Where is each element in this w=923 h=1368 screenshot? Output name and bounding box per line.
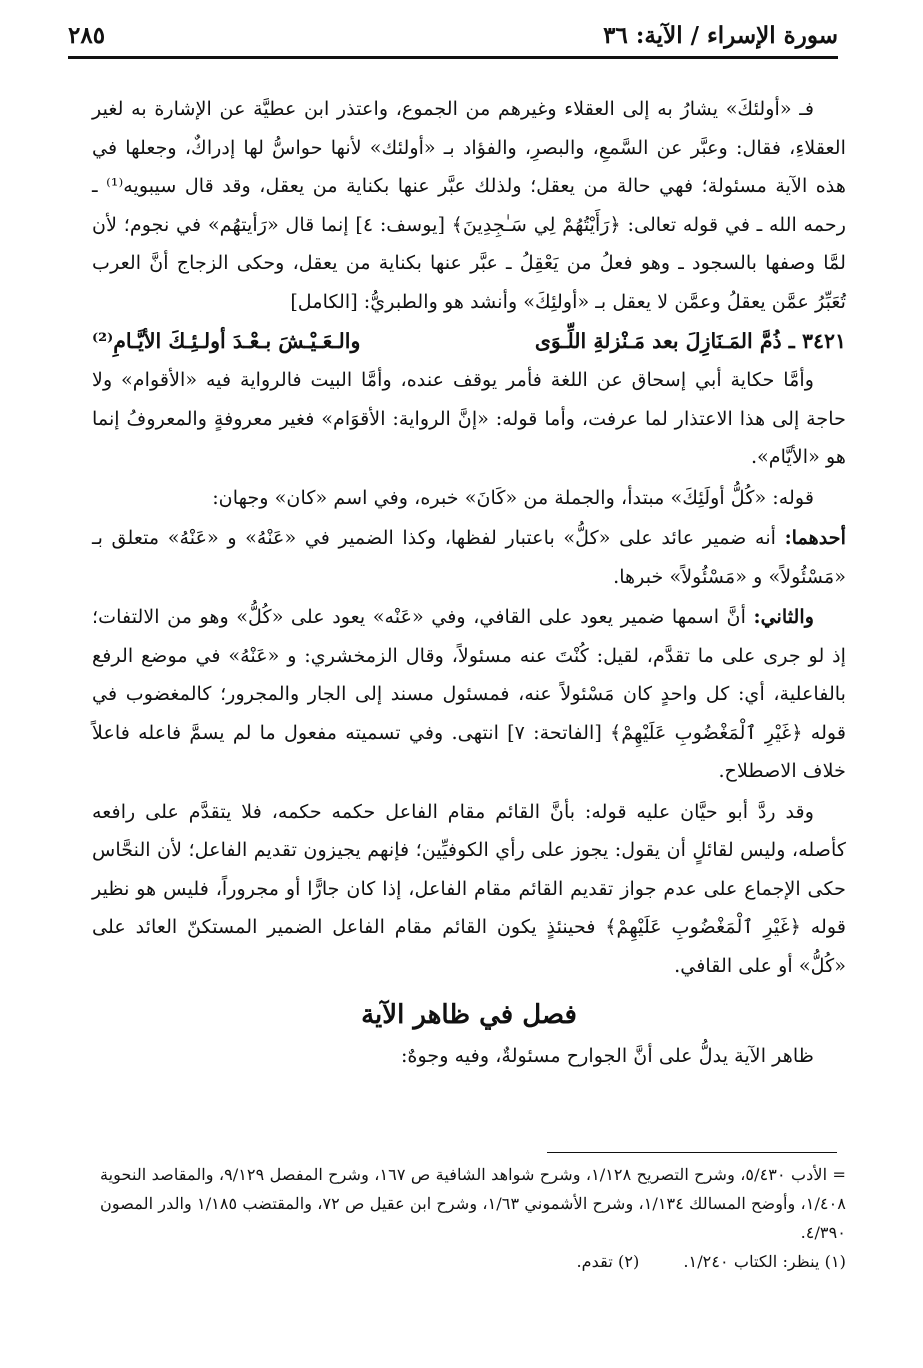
paragraph-5 — [92, 598, 846, 791]
footnote-1: (١) ينظر: الكتاب ١/٢٤٠. — [683, 1252, 846, 1271]
paragraph-7: ظاهر الآية يدلُّ على أنَّ الجوارح مسئولةٌ، وفيه وجوهٌ: — [400, 1044, 814, 1067]
page-header — [68, 22, 838, 59]
verse-first-hemistich — [535, 321, 846, 361]
first-view-label: أحدهما: — [784, 526, 846, 549]
footnote-2: (٢) تقدم. — [576, 1252, 640, 1271]
running-title: سورة الإسراء / الآية: ٣٦ — [603, 22, 838, 49]
footnote-divider — [547, 1152, 837, 1153]
paragraph-4 — [92, 519, 846, 596]
verse-number: ٣٤٢١ ـ — [788, 329, 846, 353]
first-view-text: أنه ضمير عائد على «كلُّ» باعتبار لفظها، وكذا الضمير في «عَنْهُ» و «عَنْهُ» متعلق بـ «مَسْئُولاً» و «مَسْئُولاً» خبرها. — [92, 526, 846, 588]
paragraph-6: وقد ردَّ أبو حيَّان عليه قوله: بأنَّ القائم مقام الفاعل حكمه حكمه، فلا يتقدَّم على رافعه كأصله، وليس لقائلٍ أن يقول: يجوز على رأي الكوفيِّين؛ فإنهم يجيزون تقديم الفاعل؛ لأن النحَّاس حكى الإجماع على عدم جواز تقديم القائم مقام الفاعل، إذا كان جارًّا أو مجروراً، فليس هو نظير قوله ﴿غَيْرِ ٱلْمَغْضُوبِ عَلَيْهِمْ﴾ فحينئذٍ يكون القائم مقام الفاعل الضمير المستكنّ العائد على «كُلُّ» أو على القافي. — [92, 799, 846, 977]
verse-first-text: ذُمَّ المَـنَازِلَ بعد مَـنْزلةِ اللِّـوَى — [534, 329, 782, 353]
section-heading: فصل في ظاهر الآية — [361, 1000, 577, 1030]
poetry-verse — [92, 321, 846, 361]
footnote-continued: = الأدب ٥/٤٣٠، وشرح التصريح ١/١٢٨، وشرح شواهد الشافية ص ١٦٧، وشرح المفصل ٩/١٢٩، والمقاصد النحوية ١/٤٠٨، وأوضح المسالك ١/١٣٤، وشرح الأشموني ١/٦٣، وشرح ابن عقيل ص ٧٢، والمقتضب ١/١٨٥ والدر المصون ٤/٣٩٠. — [100, 1165, 846, 1242]
paragraph-3: قوله: «كُلُّ أولَئِكَ» مبتدأ، والجملة من «كَانَ» خبره، وفي اسم «كان» وجهان: — [212, 485, 814, 509]
page-number: ٢٨٥ — [68, 22, 106, 49]
footnotes — [100, 1160, 846, 1276]
footnote-row — [100, 1247, 846, 1276]
verse-second-hemistich: والـعَـيْـشَ بـعْـدَ أولـئِـكَ الأيَّـامِ⁽²⁾ — [92, 329, 361, 353]
paragraph-1: فـ «أولئكَ» يشارُ به إلى العقلاء وغيرهم من الجموع، واعتذر ابن عطيَّة عن الإشارة به لغير العقلاءِ، فقال: وعبَّر عن السَّمعِ، والبصرِ، والفؤاد بـ «أولئك» لأنها حواسُّ لها إدراكٌ، وجعلها في هذه الآية مسئولة؛ فهي حالة من يعقل؛ ولذلك عبَّر عنها بكناية من يعقل، وقد قال سيبويه⁽¹⁾ ـ رحمه الله ـ في قوله تعالى: ﴿رَأَيْتُهُمْ لِي سَـٰجِدِينَ﴾ [يوسف: ٤] إنما قال «رَأيتهُم» في نجوم؛ لأن لمَّا وصفها بالسجود ـ وهو فعلُ من يَعْقِلُ ـ عبَّر عنها بكناية من يعقل، وحكى الزجاج أنَّ العرب تُعَبِّرُ عمَّن يعقلُ وعمَّن لا يعقل بـ «أولئِكَ» وأنشد هو والطبريُّ: [الكامل] — [92, 97, 846, 313]
second-view-label: والثاني: — [753, 605, 814, 628]
second-view-text: أنَّ اسمها ضمير يعود على القافي، وفي «عَنْه» يعود على «كُلُّ» وهو من الالتفات؛ إذ لو جرى على ما تقدَّم، لقيل: كُنْتَ عنه مسئولاً، وقال الزمخشري: و «عَنْهُ» في موضع الرفع بالفاعلية، أي: كل واحدٍ كان مَسْئولاً عنه، فمسئول مسند إلى الجار والمجرور؛ كالمغضوب في قوله ﴿غَيْرِ ٱلْمَغْضُوبِ عَلَيْهِمْ﴾ [الفاتحة: ٧] انتهى. وفي تسميته مفعول ما لم يسمَّ فاعله فاعلاً خلاف الاصطلاح. — [92, 605, 846, 782]
main-text — [92, 90, 846, 1076]
paragraph-2: وأمَّا حكاية أبي إسحاق عن اللغة فأمر يوقف عنده، وأمَّا البيت فالرواية فيه «الأقوام» ولا حاجة إلى هذا الاعتذار لما عرفت، وأما قوله: «إنَّ الرواية: الأقوَام» فغير معروفةٍ والمعروفُ إنما هو «الأيَّام». — [92, 368, 846, 468]
